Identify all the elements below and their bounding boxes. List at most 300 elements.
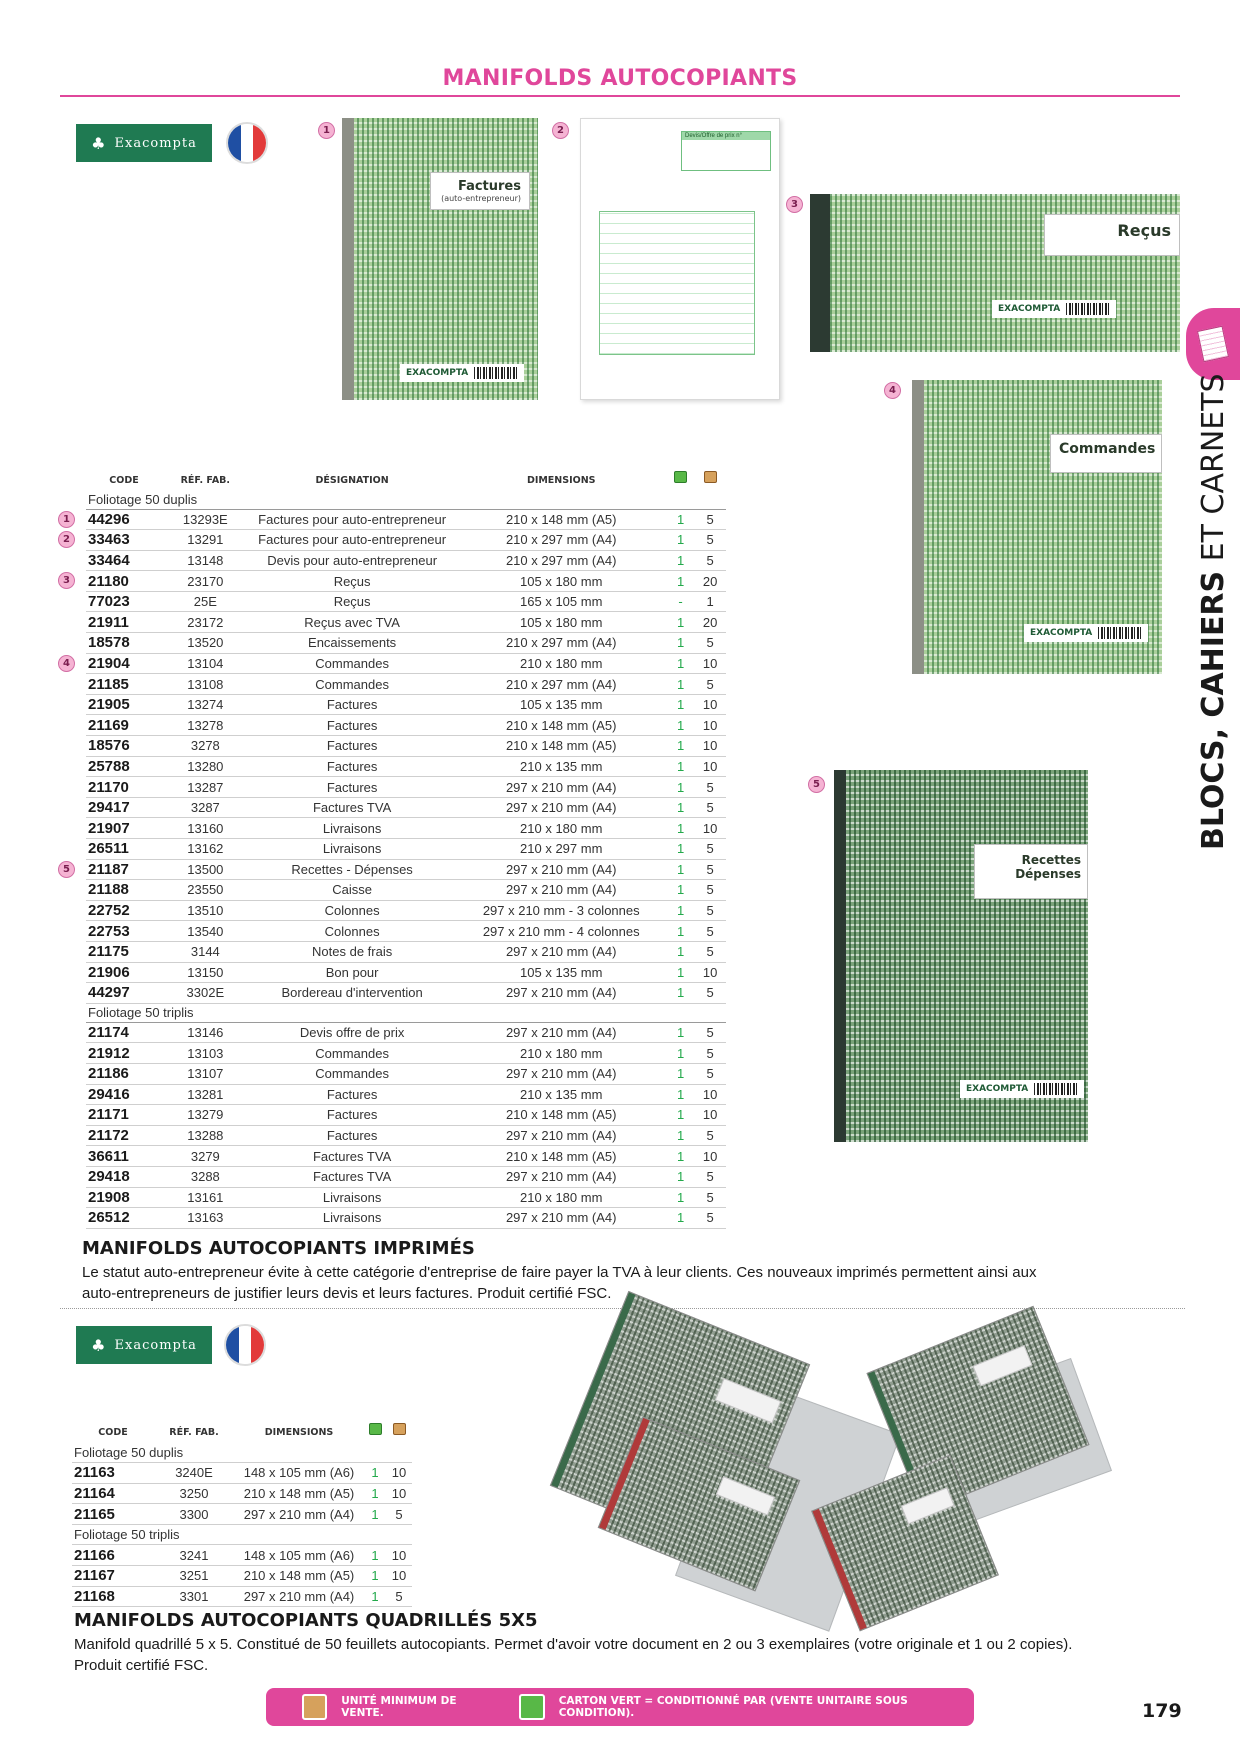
cell-code: 21907 [86,818,162,839]
cell-c: 10 [386,1545,412,1566]
cell-u: 1 [667,900,694,921]
cell-code: 21908 [86,1187,162,1208]
cell-u: 1 [364,1586,386,1607]
cell-code: 21904 4 [86,653,162,674]
table-group-row [86,1003,726,1022]
cell-ref: 23172 [162,612,249,633]
cell-c: 10 [694,653,726,674]
cell-des: Factures [249,715,456,736]
cell-c: 20 [694,571,726,592]
section-description-quadrilles [74,1634,1184,1676]
cell-dim: 210 x 180 mm [456,653,667,674]
brandstrip-text: EXACOMPTA [966,1084,1029,1094]
form-header-title: Devis/Offre de prix n° [682,132,770,140]
cell-des: Factures TVA [249,1146,456,1167]
product-badge: 4 [884,382,901,399]
cell-code: 21911 [86,612,162,633]
cell-ref: 13161 [162,1187,249,1208]
column-header-ref: RÉF. FAB. [180,475,231,486]
cell-dim: 297 x 210 mm (A4) [456,941,667,962]
cell-c: 5 [694,1125,726,1146]
cell-ref: 3251 [154,1566,234,1587]
cell-u: 1 [667,1166,694,1187]
cell-des: Commandes [249,1043,456,1064]
table-row [86,509,726,530]
cell-ref: 13288 [162,1125,249,1146]
legend-bar [266,1688,974,1726]
table-row [86,1187,726,1208]
cell-c: 5 [694,941,726,962]
cell-ref: 3300 [154,1504,234,1525]
cell-code: 21164 [72,1483,154,1504]
cell-u: 1 [364,1504,386,1525]
cell-dim: 297 x 210 mm (A4) [456,1063,667,1084]
table-row [86,818,726,839]
cell-des: Colonnes [249,900,456,921]
cell-dim: 210 x 135 mm [456,1084,667,1105]
table-row [86,880,726,901]
cell-u: 1 [667,1146,694,1167]
table-row [86,550,726,571]
product-brandstrip [960,1080,1084,1098]
table-body [63,490,726,1228]
cell-des: Commandes [249,674,456,695]
row-badge: 2 [58,531,75,548]
cell-u: 1 [667,797,694,818]
cell-u: 1 [667,530,694,551]
cell-u: 1 [667,839,694,860]
cell-u: 1 [667,818,694,839]
cell-ref: 13278 [162,715,249,736]
table-row [86,859,726,880]
cell-code: 21906 [86,962,162,983]
cell-ref: 23170 [162,571,249,592]
cell-ref: 3240E [154,1463,234,1484]
cell-c: 5 [386,1586,412,1607]
cell-u: 1 [364,1483,386,1504]
exacompta-logo [76,124,212,162]
product-table-quadrilles [72,1418,412,1607]
cell-des: Factures pour auto-entrepreneur [249,509,456,530]
table-row [86,777,726,798]
product-label-title: Reçus [1117,221,1171,240]
cell-c: 5 [694,1022,726,1043]
cell-ref: 3301 [154,1586,234,1607]
cell-dim: 297 x 210 mm - 3 colonnes [456,900,667,921]
cell-u: 1 [667,1063,694,1084]
cell-des: Livraisons [249,1208,456,1229]
description-line: auto-entrepreneurs de justifier leurs devis et leurs factures. Produit certifié FSC. [82,1285,612,1302]
cell-code: 18576 [86,736,162,757]
cell-code: 77023 [86,591,162,612]
cell-ref: 13510 [162,900,249,921]
cell-u: 1 [667,653,694,674]
table-row [86,900,726,921]
barcode-icon [474,367,518,379]
form-grid [599,211,755,355]
cell-dim: 210 x 297 mm (A4) [456,530,667,551]
table-row [72,1483,412,1504]
cell-u: 1 [667,880,694,901]
cell-u: 1 [667,1208,694,1229]
table-row [86,633,726,654]
cell-ref: 3287 [162,797,249,818]
cell-u: 1 [667,859,694,880]
cell-ref: 13287 [162,777,249,798]
cell-dim: 165 x 105 mm [456,591,667,612]
product-label [974,844,1088,899]
product-image-factures [342,118,538,400]
cell-des: Colonnes [249,921,456,942]
cell-ref: 23550 [162,880,249,901]
cell-des: Devis pour auto-entrepreneur [249,550,456,571]
table-row [86,653,726,674]
cell-dim: 297 x 210 mm (A4) [456,1022,667,1043]
cell-des: Commandes [249,1063,456,1084]
table-row [86,983,726,1004]
cell-ref: 13293E [162,509,249,530]
cell-dim: 210 x 180 mm [456,1187,667,1208]
green-carton-icon [519,1694,544,1720]
description-line: Manifold quadrillé 5 x 5. Constitué de 50 feuillets autocopiants. Permet d'avoir votre document en 2 ou 3 exemplaires (votre originale et 1 ou 2 copies). [74,1636,1073,1653]
cell-ref: 3278 [162,736,249,757]
product-brandstrip [1024,624,1148,642]
cell-c: 10 [694,1105,726,1126]
cell-c: 5 [694,797,726,818]
cell-u: 1 [667,571,694,592]
cell-c: 5 [694,509,726,530]
table-row [86,756,726,777]
cell-code: 21168 [72,1586,154,1607]
cell-ref: 13150 [162,962,249,983]
group-label: Foliotage 50 duplis [86,490,726,509]
product-label-sub: (auto-entrepreneur) [441,194,521,203]
product-badge: 2 [552,122,569,139]
table-row [86,1146,726,1167]
cell-c: 5 [694,1208,726,1229]
column-header-designation: DÉSIGNATION [315,475,389,486]
cell-code: 25788 [86,756,162,777]
cell-dim: 210 x 297 mm (A4) [456,674,667,695]
cell-code: 21180 3 [86,571,162,592]
table-body [72,1442,412,1607]
carton-icon [694,466,726,490]
cell-c: 5 [694,839,726,860]
cell-dim: 297 x 210 mm (A4) [456,797,667,818]
cell-des: Factures [249,1125,456,1146]
cell-dim: 210 x 148 mm (A5) [234,1483,364,1504]
cell-code: 21185 [86,674,162,695]
cell-c: 5 [694,777,726,798]
cell-des: Factures [249,1084,456,1105]
cell-u: 1 [667,941,694,962]
cell-dim: 105 x 135 mm [456,962,667,983]
cell-des: Bon pour [249,962,456,983]
cell-c: 5 [694,921,726,942]
section-heading-quadrilles: MANIFOLDS AUTOCOPIANTS QUADRILLÉS 5X5 [74,1610,538,1631]
brandstrip-text: EXACOMPTA [998,304,1061,314]
cell-c: 5 [386,1504,412,1525]
description-line: Produit certifié FSC. [74,1657,209,1674]
cell-code: 26511 [86,839,162,860]
cell-code: 21167 [72,1566,154,1587]
cell-dim: 148 x 105 mm (A6) [234,1545,364,1566]
cell-code: 21165 [72,1504,154,1525]
legend-carton [519,1694,974,1720]
cell-c: 5 [694,880,726,901]
column-header-ref: RÉF. FAB. [169,1427,219,1438]
cell-ref: 13108 [162,674,249,695]
barcode-icon [1098,627,1142,639]
cell-des: Factures [249,694,456,715]
page-number: 179 [1142,1700,1182,1722]
cell-dim: 297 x 210 mm (A4) [234,1586,364,1607]
product-label [1044,214,1180,256]
product-label-title: Commandes [1059,441,1156,457]
cell-c: 5 [694,859,726,880]
cell-ref: 13281 [162,1084,249,1105]
cell-ref: 13500 [162,859,249,880]
table-row [72,1504,412,1525]
cell-u: 1 [667,921,694,942]
cell-dim: 297 x 210 mm (A4) [456,1166,667,1187]
cell-code: 44296 1 [86,509,162,530]
table-row [86,797,726,818]
cell-u: 1 [667,736,694,757]
cell-u: 1 [667,1105,694,1126]
cell-code: 21912 [86,1043,162,1064]
row-badge: 1 [58,511,75,528]
table-row [86,1166,726,1187]
table-row [72,1586,412,1607]
cell-code: 21171 [86,1105,162,1126]
cell-u: 1 [667,1022,694,1043]
table-row [86,1022,726,1043]
barcode-icon [1066,303,1110,315]
section-heading-imprimes: MANIFOLDS AUTOCOPIANTS IMPRIMÉS [82,1238,475,1259]
table-row [86,591,726,612]
cell-ref: 3144 [162,941,249,962]
cell-u: 1 [667,1187,694,1208]
tree-logo-icon: ♣ [91,1335,107,1355]
cell-code: 21169 [86,715,162,736]
cell-des: Recettes - Dépenses [249,859,456,880]
cell-dim: 297 x 210 mm (A4) [234,1504,364,1525]
exacompta-logo [76,1326,212,1364]
cell-dim: 297 x 210 mm (A4) [456,1208,667,1229]
cell-code: 44297 [86,983,162,1004]
cell-des: Notes de frais [249,941,456,962]
title-divider [60,95,1180,97]
cell-u: 1 [667,962,694,983]
description-line: Le statut auto-entrepreneur évite à cette catégorie d'entreprise de faire payer la TVA à leur clients. Ces nouveaux imprimés permettent ainsi aux [82,1264,1037,1281]
cell-des: Factures [249,777,456,798]
cell-dim: 297 x 210 mm (A4) [456,777,667,798]
cell-c: 5 [694,674,726,695]
cell-dim: 210 x 148 mm (A5) [456,715,667,736]
cell-dim: 297 x 210 mm (A4) [456,983,667,1004]
cell-u: 1 [667,756,694,777]
product-badge: 1 [318,122,335,139]
table-row [86,694,726,715]
table-header-row [72,1418,412,1442]
section-tab-label [1196,373,1231,850]
cell-dim: 210 x 148 mm (A5) [456,509,667,530]
cell-c: 10 [386,1483,412,1504]
product-brandstrip [992,300,1116,318]
column-header-dimensions: DIMENSIONS [526,475,596,486]
cell-code: 21174 [86,1022,162,1043]
cell-c: 5 [694,530,726,551]
table-header-row [86,466,726,490]
cell-u: 1 [667,715,694,736]
table-row [72,1463,412,1484]
cell-c: 5 [694,900,726,921]
cell-dim: 210 x 297 mm (A4) [456,633,667,654]
cell-code: 33463 2 [86,530,162,551]
brandstrip-text: EXACOMPTA [1030,628,1093,638]
cell-code: 21905 [86,694,162,715]
section-tab [1186,308,1240,380]
cell-des: Reçus [249,571,456,592]
product-image-commandes [912,380,1162,674]
table-row [86,530,726,551]
cell-u: 1 [364,1545,386,1566]
cell-code: 29418 [86,1166,162,1187]
product-label [430,172,530,210]
group-label: Foliotage 50 triplis [86,1003,726,1022]
cell-u: 1 [667,633,694,654]
cell-dim: 210 x 148 mm (A5) [234,1566,364,1587]
cell-des: Livraisons [249,818,456,839]
legend-unit [302,1694,497,1720]
cell-des: Reçus [249,591,456,612]
france-flag [226,122,268,164]
product-brandstrip [400,364,524,382]
cell-code: 36611 [86,1146,162,1167]
cell-u: 1 [667,983,694,1004]
cell-code: 21187 5 [86,859,162,880]
cell-dim: 210 x 180 mm [456,1043,667,1064]
cell-dim: 210 x 148 mm (A5) [456,1105,667,1126]
green-carton-icon [667,466,694,490]
cell-c: 10 [386,1463,412,1484]
cell-dim: 297 x 210 mm (A4) [456,859,667,880]
column-header-code: CODE [109,475,139,486]
cell-dim: 297 x 210 mm - 4 colonnes [456,921,667,942]
cell-des: Commandes [249,653,456,674]
table-row [86,1125,726,1146]
cell-des: Reçus avec TVA [249,612,456,633]
france-flag [224,1324,266,1366]
barcode-icon [1034,1083,1078,1095]
cell-ref: 13291 [162,530,249,551]
cell-code: 29417 [86,797,162,818]
product-label-title: Recettes Dépenses [1015,853,1081,881]
cell-des: Livraisons [249,839,456,860]
cell-dim: 105 x 180 mm [456,571,667,592]
product-table-imprimes [63,466,726,1229]
cell-ref: 13540 [162,921,249,942]
cell-ref: 13162 [162,839,249,860]
cell-dim: 210 x 148 mm (A5) [456,1146,667,1167]
side-tab-thin: ET CARNETS [1196,373,1231,562]
table-row [86,962,726,983]
green-carton-icon [364,1418,386,1442]
table-row [86,1208,726,1229]
cell-c: 5 [694,1063,726,1084]
cell-u: 1 [667,1043,694,1064]
cell-ref: 13274 [162,694,249,715]
product-badge: 5 [808,776,825,793]
cell-c: 5 [694,1166,726,1187]
cell-dim: 297 x 210 mm (A4) [456,880,667,901]
cell-dim: 210 x 297 mm (A4) [456,550,667,571]
cell-ref: 13520 [162,633,249,654]
cell-ref: 25E [162,591,249,612]
cell-ref: 13104 [162,653,249,674]
table-group-row [72,1442,412,1463]
group-label: Foliotage 50 triplis [72,1524,412,1545]
table-row [86,1063,726,1084]
cell-des: Factures TVA [249,797,456,818]
cell-c: 10 [694,756,726,777]
cell-c: 5 [694,1043,726,1064]
cell-des: Factures pour auto-entrepreneur [249,530,456,551]
cell-u: 1 [667,777,694,798]
table-row [86,612,726,633]
cell-ref: 13107 [162,1063,249,1084]
cell-c: 10 [694,736,726,757]
cell-c: 10 [694,962,726,983]
table-row [86,674,726,695]
product-badge: 3 [786,196,803,213]
cell-dim: 210 x 297 mm [456,839,667,860]
cell-dim: 148 x 105 mm (A6) [234,1463,364,1484]
cell-ref: 3241 [154,1545,234,1566]
cell-u: 1 [364,1463,386,1484]
table-row [72,1566,412,1587]
cell-code: 18578 [86,633,162,654]
brand-logo-text: Exacompta [114,135,197,151]
cell-ref: 13103 [162,1043,249,1064]
cell-code: 21166 [72,1545,154,1566]
tree-logo-icon: ♣ [91,133,107,153]
cell-ref: 13148 [162,550,249,571]
product-image-devis-form [580,118,780,400]
row-badge: 4 [58,655,75,672]
table-group-row [72,1524,412,1545]
table-row [86,736,726,757]
cell-dim: 105 x 135 mm [456,694,667,715]
legend-unit-label: UNITÉ MINIMUM DE VENTE. [341,1695,457,1719]
cell-des: Factures TVA [249,1166,456,1187]
cell-u: 1 [667,612,694,633]
cell-code: 29416 [86,1084,162,1105]
product-label-title: Factures [457,179,521,194]
cell-dim: 210 x 148 mm (A5) [456,736,667,757]
table-row [86,1084,726,1105]
cell-u: 1 [667,674,694,695]
table-row [86,571,726,592]
cell-c: 5 [694,633,726,654]
table-row [86,839,726,860]
cell-code: 21175 [86,941,162,962]
cell-ref: 3279 [162,1146,249,1167]
carton-icon [302,1694,327,1720]
cell-code: 21172 [86,1125,162,1146]
table-row [86,715,726,736]
